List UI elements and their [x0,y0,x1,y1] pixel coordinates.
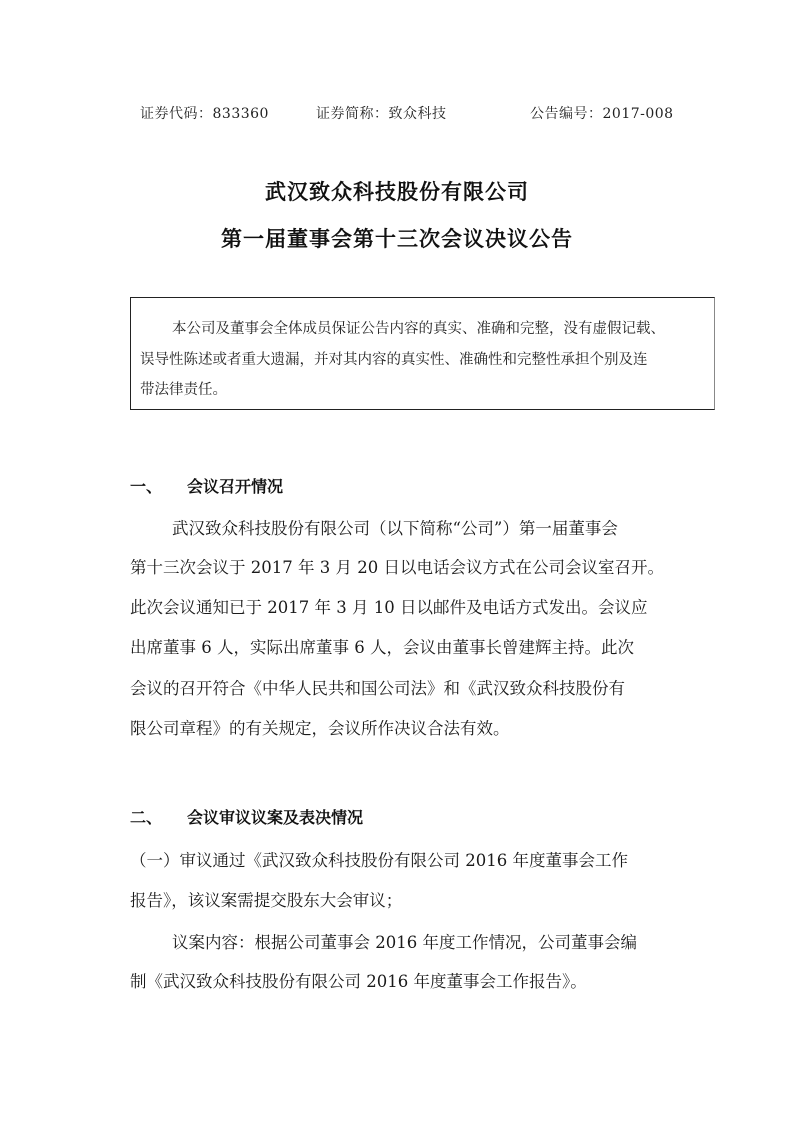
paragraph-line: 出席董事 6 人，实际出席董事 6 人，会议由董事长曾建辉主持。此次 [130,638,634,657]
disclaimer-line: 本公司及董事会全体成员保证公告内容的真实、准确和完整，没有虚假记载、 [172,321,665,337]
section-heading: 会议召开情况 [187,477,284,496]
security-abbr: 证券简称：致众科技 [316,106,447,122]
notice-title: 第一届董事会第十三次会议决议公告 [221,226,573,251]
disclaimer-line: 误导性陈述或者重大遗漏，并对其内容的真实性、准确性和完整性承担个别及连 [140,352,648,368]
motion-content-line: 议案内容：根据公司董事会 2016 年度工作情况，公司董事会编 [172,933,637,952]
paragraph-line: 会议的召开符合《中华人民共和国公司法》和《武汉致众科技股份有 [130,679,625,698]
section-number: 二、 [130,808,163,827]
paragraph-line: 第十三次会议于 2017 年 3 月 20 日以电话会议方式在公司会议室召开。 [130,558,664,577]
paragraph-line: 武汉致众科技股份有限公司（以下简称“公司”）第一届董事会 [172,519,618,538]
motion-line: （一）审议通过《武汉致众科技股份有限公司 2016 年度董事会工作 [130,851,628,870]
paragraph-line: 此次会议通知已于 2017 年 3 月 10 日以邮件及电话方式发出。会议应 [130,598,648,617]
security-code: 证券代码：833360 [140,106,269,122]
section-number: 一、 [130,477,163,496]
disclaimer-line: 带法律责任。 [140,382,227,398]
company-title: 武汉致众科技股份有限公司 [265,179,529,204]
notice-number: 公告编号：2017-008 [530,106,674,122]
motion-content-line: 制《武汉致众科技股份有限公司 2016 年度董事会工作报告》。 [130,972,587,991]
paragraph-line: 限公司章程》的有关规定，会议所作决议合法有效。 [130,719,510,738]
motion-line: 报告》，该议案需提交股东大会审议； [130,891,403,910]
section-heading: 会议审议议案及表决情况 [187,808,364,827]
